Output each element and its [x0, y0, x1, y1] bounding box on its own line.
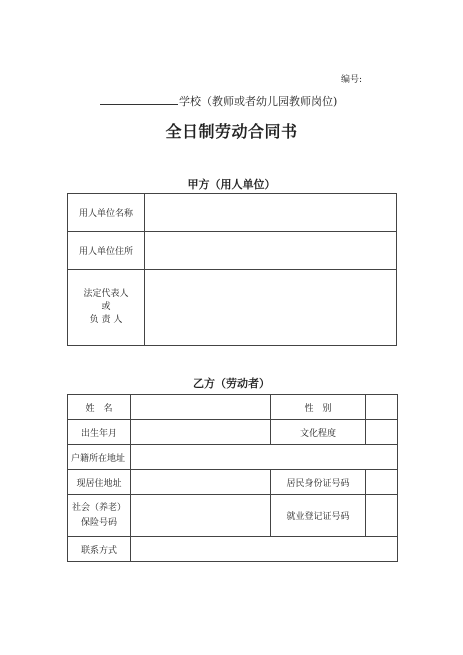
id-number-field[interactable] — [366, 470, 398, 495]
name-label: 姓 名 — [68, 395, 131, 420]
id-number-label: 居民身份证号码 — [271, 470, 366, 495]
birth-label: 出生年月 — [68, 420, 131, 445]
party-b-title: 乙方（劳动者） — [193, 377, 270, 390]
document-number-label: 编号: — [341, 75, 363, 85]
school-line-text: 学校（教师或者幼儿园教师岗位) — [179, 95, 338, 108]
party-a-title: 甲方（用人单位） — [187, 178, 276, 191]
table-row — [68, 194, 397, 232]
birth-field[interactable] — [131, 420, 271, 445]
gender-label: 性 别 — [271, 395, 366, 420]
social-insurance-line-1: 社会（养老） — [71, 502, 126, 513]
employer-address-field[interactable] — [145, 232, 397, 270]
legal-rep-line-3: 负 责 人 — [89, 315, 123, 325]
table-row — [68, 470, 398, 495]
name-field[interactable] — [131, 395, 271, 420]
table-row — [68, 395, 398, 420]
employer-name-label: 用人单位名称 — [68, 194, 145, 232]
party-a-table — [67, 193, 397, 346]
contract-title: 全日制劳动合同书 — [165, 122, 298, 141]
residence-address-field[interactable] — [131, 470, 271, 495]
social-insurance-line-2: 保险号码 — [80, 517, 117, 528]
table-row — [68, 270, 397, 346]
social-insurance-label — [68, 495, 131, 537]
gender-field[interactable] — [366, 395, 398, 420]
legal-representative-field[interactable] — [145, 270, 397, 346]
school-line — [100, 93, 337, 109]
household-address-field[interactable] — [131, 445, 398, 470]
household-address-label: 户籍所在地址 — [68, 445, 131, 470]
employer-name-field[interactable] — [145, 194, 397, 232]
party-b-table — [67, 394, 398, 562]
legal-rep-line-1: 法定代表人 — [83, 289, 129, 299]
employment-number-field[interactable] — [366, 495, 398, 537]
employment-number-label: 就业登记证号码 — [271, 495, 366, 537]
employer-address-label: 用人单位住所 — [68, 232, 145, 270]
school-name-blank[interactable] — [100, 95, 178, 105]
legal-rep-line-2: 或 — [101, 302, 111, 312]
contact-label: 联系方式 — [68, 537, 131, 562]
education-label: 文化程度 — [271, 420, 366, 445]
table-row — [68, 445, 398, 470]
table-row — [68, 537, 398, 562]
table-row — [68, 420, 398, 445]
contact-field[interactable] — [131, 537, 398, 562]
table-row — [68, 232, 397, 270]
legal-representative-label — [68, 270, 145, 346]
residence-address-label: 现居住地址 — [68, 470, 131, 495]
table-row — [68, 495, 398, 537]
social-insurance-field[interactable] — [131, 495, 271, 537]
education-field[interactable] — [366, 420, 398, 445]
